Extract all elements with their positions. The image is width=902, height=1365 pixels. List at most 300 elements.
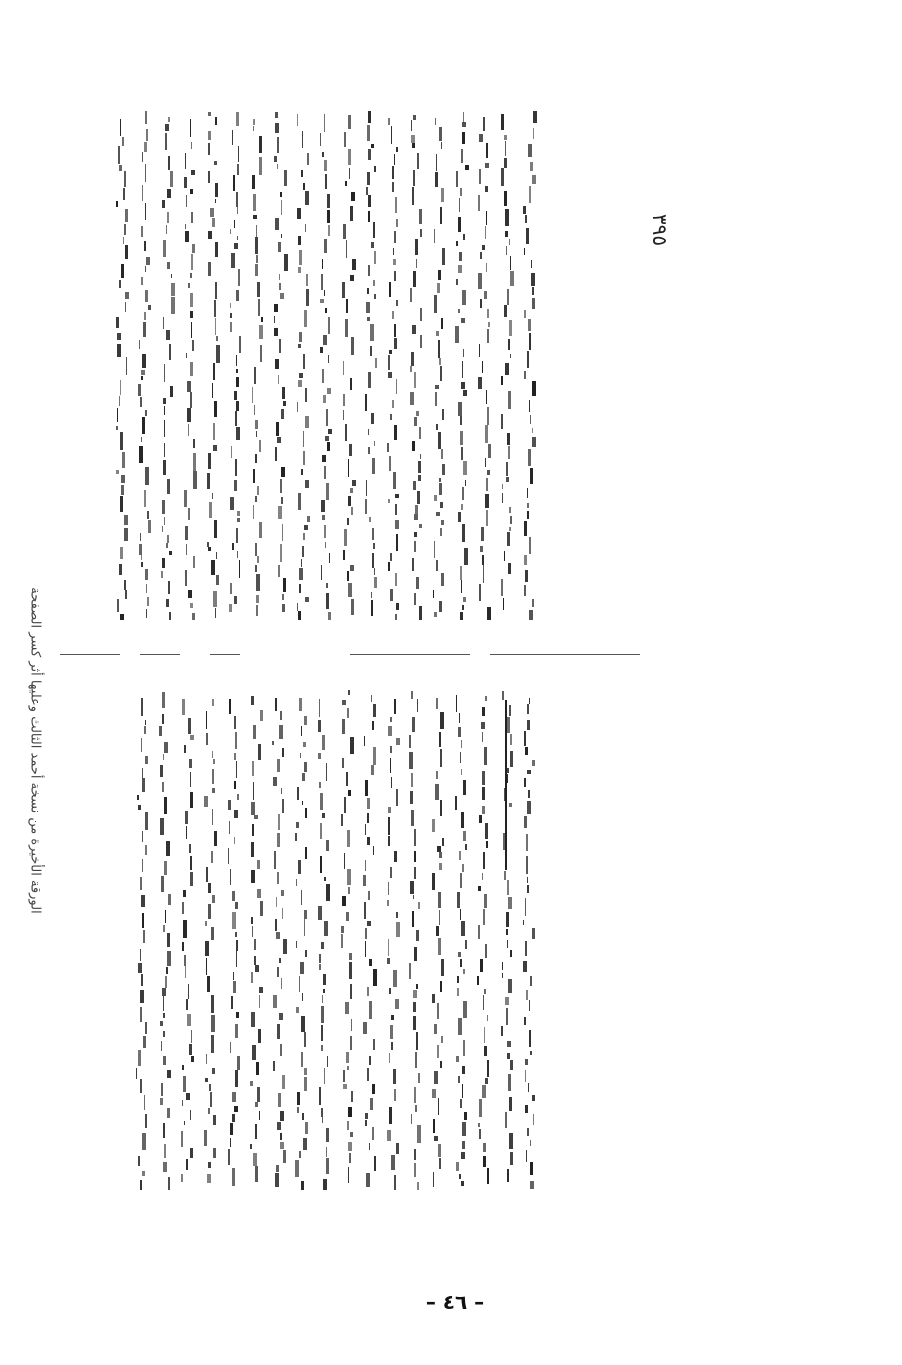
handwriting-stroke [506,246,507,255]
handwriting-stroke [529,400,530,412]
handwriting-stroke [483,1143,486,1152]
handwriting-stroke [319,1087,321,1104]
handwriting-stroke [189,1044,193,1055]
handwriting-stroke [410,366,412,371]
handwriting-stroke [415,1052,417,1068]
handwriting-stroke [438,1098,439,1115]
handwriting-stroke [396,534,398,551]
handwriting-stroke [374,577,377,587]
handwriting-stroke [283,578,286,593]
handwriting-stroke [388,355,391,370]
handwriting-stroke [438,938,440,955]
handwriting-stroke [510,734,512,745]
handwriting-stroke [252,175,255,189]
handwriting-stroke [506,462,508,476]
handwriting-stroke [396,738,400,745]
handwriting-stroke [182,1065,184,1070]
handwriting-stroke [440,207,443,224]
handwriting-stroke [142,152,144,162]
handwriting-stroke [166,967,167,973]
handwriting-stroke [478,273,482,289]
handwriting-stroke [506,1008,508,1026]
handwriting-stroke [234,716,235,729]
handwriting-stroke [510,271,513,286]
handwriting-stroke [510,256,511,269]
handwriting-stroke [327,442,330,451]
handwriting-stroke [230,229,231,234]
handwriting-stroke [462,1084,463,1098]
handwriting-stroke [509,239,510,245]
handwriting-stroke [524,778,526,786]
handwriting-stroke [236,401,239,411]
handwriting-stroke [319,782,321,788]
handwriting-stroke [191,1056,195,1062]
handwriting-stroke [510,1060,513,1071]
handwriting-stroke [439,1158,441,1169]
handwriting-stroke [465,480,466,486]
handwriting-stroke [461,812,464,828]
handwriting-stroke [418,461,421,473]
handwriting-stroke [230,1123,233,1135]
handwriting-stroke [439,478,441,483]
handwriting-stroke [413,1002,415,1012]
handwriting-stroke [486,841,488,849]
handwriting-stroke [373,1039,375,1050]
handwriting-stroke [182,902,184,914]
handwriting-stroke [410,392,414,405]
handwriting-stroke [432,994,435,1002]
handwriting-stroke [509,1097,512,1111]
handwriting-stroke [437,846,441,852]
handwriting-stroke [143,930,146,943]
handwriting-stroke [163,996,164,1011]
handwriting-stroke [532,928,535,939]
handwriting-stroke [160,1098,163,1105]
handwriting-stroke [191,142,192,149]
handwriting-stroke [302,993,304,1001]
handwriting-stroke [435,118,436,125]
handwriting-stroke [208,143,210,155]
handwriting-stroke [413,1016,416,1029]
handwriting-stroke [416,411,419,416]
handwriting-stroke [301,1181,304,1190]
handwriting-stroke [322,455,326,462]
handwriting-stroke [417,699,418,712]
handwriting-stroke [232,891,235,901]
handwriting-stroke [442,248,445,265]
handwriting-stroke [347,518,349,525]
handwriting-stroke [367,987,369,996]
handwriting-stroke [523,920,524,925]
handwriting-stroke [192,613,195,620]
handwriting-stroke [215,199,216,203]
handwriting-stroke [527,770,531,774]
handwriting-stroke [145,266,146,272]
handwriting-stroke [510,950,512,957]
handwriting-stroke [389,1053,390,1063]
handwriting-stroke [275,447,276,461]
handwriting-stroke [510,354,511,358]
handwriting-stroke [389,456,391,471]
handwriting-stroke [341,926,343,933]
handwriting-stroke [148,305,151,310]
handwriting-stroke [278,506,282,520]
handwriting-stroke [532,175,536,184]
handwriting-stroke [209,1084,211,1091]
handwriting-stroke [234,837,236,844]
handwriting-stroke [527,503,529,509]
handwriting-stroke [277,872,279,883]
handwriting-stroke [482,732,483,741]
handwriting-stroke [256,255,258,263]
handwriting-stroke [501,579,504,596]
handwriting-stroke [322,1117,324,1123]
handwriting-stroke [214,520,217,537]
handwriting-stroke [388,372,392,377]
handwriting-stroke [529,1030,531,1047]
handwriting-stroke [232,1092,236,1102]
handwriting-stroke [501,1026,503,1037]
handwriting-stroke [324,1068,326,1084]
handwriting-stroke [524,521,527,536]
handwriting-stroke [527,351,530,368]
handwriting-stroke [236,192,239,207]
handwriting-stroke [183,890,186,897]
handwriting-stroke [365,394,367,410]
handwriting-stroke [460,566,462,580]
handwriting-stroke [213,445,216,451]
handwriting-stroke [231,253,235,268]
handwriting-stroke [457,976,459,983]
handwriting-stroke [298,611,301,620]
handwriting-stroke [251,1012,255,1027]
handwriting-stroke [277,833,281,847]
handwriting-stroke [508,391,511,409]
handwriting-stroke [455,796,457,810]
handwriting-stroke [501,414,503,429]
handwriting-stroke [255,420,258,429]
handwriting-stroke [484,1027,485,1043]
handwriting-stroke [187,1014,191,1027]
handwriting-stroke [345,1002,349,1014]
handwriting-stroke [369,1001,372,1018]
handwriting-stroke [524,555,526,564]
handwriting-stroke [394,324,397,337]
handwriting-stroke [125,245,128,259]
handwriting-stroke [184,177,187,188]
handwriting-stroke [486,263,487,272]
handwriting-stroke [345,319,349,337]
handwriting-stroke [483,565,484,582]
handwriting-stroke [415,239,419,255]
handwriting-stroke [410,791,413,804]
handwriting-stroke [237,1056,240,1070]
handwriting-stroke [190,872,193,886]
handwriting-stroke [350,565,354,571]
handwriting-stroke [504,135,507,140]
handwriting-stroke [388,118,390,125]
handwriting-stroke [368,372,371,389]
handwriting-stroke [138,384,140,396]
handwriting-stroke [485,458,487,467]
handwriting-stroke [211,560,214,575]
handwriting-stroke [324,114,325,132]
handwriting-stroke [525,215,528,223]
handwriting-stroke [415,1105,417,1112]
handwriting-stroke [187,381,190,391]
handwriting-stroke [373,280,375,286]
handwriting-stroke [392,311,395,319]
handwriting-stroke [391,126,392,144]
handwriting-stroke [327,194,330,209]
handwriting-stroke [235,411,237,426]
handwriting-stroke [321,942,324,949]
handwriting-stroke [237,207,238,214]
handwriting-stroke [273,1061,275,1072]
handwriting-stroke [435,172,438,187]
handwriting-stroke [231,996,232,1009]
handwriting-stroke [412,911,414,928]
handwriting-stroke [257,1087,259,1103]
handwriting-stroke [460,1099,462,1108]
handwriting-stroke [163,1056,166,1065]
handwriting-stroke [295,833,297,841]
handwriting-stroke [530,1181,533,1189]
handwriting-stroke [320,793,323,810]
handwriting-stroke [162,558,165,568]
handwriting-stroke [484,291,487,299]
handwriting-stroke [236,528,238,543]
handwriting-stroke [419,524,422,528]
handwriting-stroke [460,188,461,196]
handwriting-stroke [530,1162,533,1175]
handwriting-stroke [463,390,467,396]
handwriting-stroke [170,171,173,188]
handwriting-stroke [124,171,126,187]
handwriting-stroke [304,762,308,773]
handwriting-stroke [190,189,193,194]
handwriting-stroke [478,1123,481,1127]
handwriting-stroke [342,700,346,705]
handwriting-stroke [275,919,277,931]
handwriting-stroke [441,318,443,329]
handwriting-stroke [392,182,394,192]
handwriting-stroke [236,1012,238,1018]
handwriting-stroke [300,753,302,758]
handwriting-stroke [254,367,256,384]
handwriting-stroke [458,727,461,736]
handwriting-stroke [479,344,481,357]
handwriting-stroke [346,1052,349,1063]
handwriting-stroke [140,1180,143,1190]
handwriting-stroke [485,186,488,192]
handwriting-stroke [370,346,373,356]
handwriting-stroke [342,896,346,906]
handwriting-stroke [295,1160,298,1177]
handwriting-stroke [348,887,350,894]
handwriting-stroke [237,518,240,522]
handwriting-stroke [439,483,442,494]
handwriting-stroke [167,951,170,966]
handwriting-stroke [390,1025,393,1039]
handwriting-stroke [211,1035,214,1053]
handwriting-stroke [166,330,170,340]
handwriting-stroke [298,860,301,874]
handwriting-stroke [304,910,306,919]
handwriting-stroke [388,882,389,895]
handwriting-stroke [458,1076,460,1083]
handwriting-stroke [442,464,444,475]
handwriting-stroke [530,1051,532,1056]
handwriting-stroke [281,467,284,477]
handwriting-stroke [228,848,229,864]
handwriting-stroke [415,505,418,514]
handwriting-stroke [212,493,213,499]
handwriting-stroke [166,841,169,856]
handwriting-stroke [237,164,239,175]
handwriting-stroke [141,437,142,442]
handwriting-stroke [325,436,329,441]
handwriting-stroke [299,332,302,342]
handwriting-stroke [234,753,236,760]
handwriting-stroke [299,373,303,377]
handwriting-stroke [434,612,437,617]
handwriting-stroke [164,742,168,754]
handwriting-stroke [282,1075,285,1089]
handwriting-stroke [482,873,483,880]
handwriting-stroke [352,259,356,270]
handwriting-stroke [463,112,464,122]
handwriting-stroke [350,1036,351,1049]
handwriting-stroke [208,231,212,239]
handwriting-stroke [366,480,367,497]
handwriting-stroke [508,563,511,574]
handwriting-stroke [434,495,438,501]
handwriting-stroke [145,720,147,725]
handwriting-stroke [482,1085,486,1098]
handwriting-stroke [409,735,411,748]
handwriting-stroke [258,744,260,760]
handwriting-stroke [191,254,192,271]
handwriting-stroke [145,467,148,484]
handwriting-stroke [277,759,280,772]
handwriting-stroke [324,466,326,479]
handwriting-stroke [483,909,485,924]
handwriting-stroke [188,590,192,597]
handwriting-stroke [342,282,345,298]
handwriting-stroke [432,1089,436,1098]
handwriting-stroke [463,1001,466,1018]
handwriting-stroke [396,912,398,918]
handwriting-stroke [372,721,374,730]
handwriting-stroke [527,720,530,731]
handwriting-stroke [237,511,240,516]
handwriting-stroke [437,1003,439,1019]
handwriting-stroke [326,593,329,610]
handwriting-stroke [479,169,481,184]
handwriting-stroke [253,725,255,738]
handwriting-stroke [140,397,142,407]
handwriting-stroke [324,160,326,171]
handwriting-stroke [529,1000,530,1010]
handwriting-stroke [463,234,465,239]
handwriting-stroke [349,168,350,179]
handwriting-stroke [413,115,416,119]
handwriting-stroke [160,765,164,777]
handwriting-stroke [167,262,170,269]
handwriting-stroke [141,226,143,237]
handwriting-stroke [433,1172,435,1187]
handwriting-stroke [144,490,146,508]
handwriting-stroke [146,129,148,141]
handwriting-stroke [507,1053,510,1060]
handwriting-stroke [529,610,532,620]
handwriting-stroke [284,170,287,186]
handwriting-stroke [259,995,260,1007]
handwriting-stroke [252,387,254,403]
handwriting-stroke [117,344,120,357]
handwriting-stroke [502,484,504,489]
handwriting-stroke [509,803,512,807]
handwriting-stroke [169,551,172,555]
handwriting-stroke [301,559,303,567]
handwriting-stroke [193,453,196,471]
handwriting-stroke [347,1066,348,1070]
handwriting-stroke [275,698,277,711]
handwriting-stroke [440,800,443,815]
handwriting-stroke [215,183,217,197]
handwriting-stroke [141,370,145,375]
handwriting-stroke [305,224,306,231]
handwriting-stroke [141,562,143,567]
handwriting-stroke [324,877,326,881]
handwriting-stroke [189,844,191,854]
handwriting-stroke [254,405,256,415]
handwriting-stroke [162,200,165,209]
handwriting-stroke [326,483,329,499]
handwriting-stroke [326,583,328,588]
handwriting-stroke [324,290,325,296]
handwriting-stroke [140,990,144,1002]
handwriting-stroke [210,1092,212,1107]
handwriting-stroke [125,302,126,311]
handwriting-stroke [168,894,171,905]
handwriting-stroke [166,225,167,234]
handwriting-stroke [394,851,397,863]
handwriting-stroke [141,376,143,380]
handwriting-stroke [367,813,370,823]
handwriting-stroke [441,520,443,526]
handwriting-stroke [502,962,504,970]
handwriting-stroke [530,162,533,172]
handwriting-stroke [395,504,397,514]
handwriting-stroke [259,157,261,175]
handwriting-stroke [373,846,375,855]
handwriting-stroke [483,852,485,869]
handwriting-stroke [434,295,437,313]
handwriting-stroke [328,429,332,435]
handwriting-stroke [256,431,257,437]
handwriting-stroke [145,164,146,182]
handwriting-stroke [532,287,535,295]
handwriting-stroke [418,902,420,909]
handwriting-stroke [123,188,125,200]
handwriting-stroke [458,265,462,274]
handwriting-stroke [416,984,418,989]
handwriting-stroke [367,172,370,185]
handwriting-stroke [532,1095,535,1101]
handwriting-stroke [529,698,530,704]
